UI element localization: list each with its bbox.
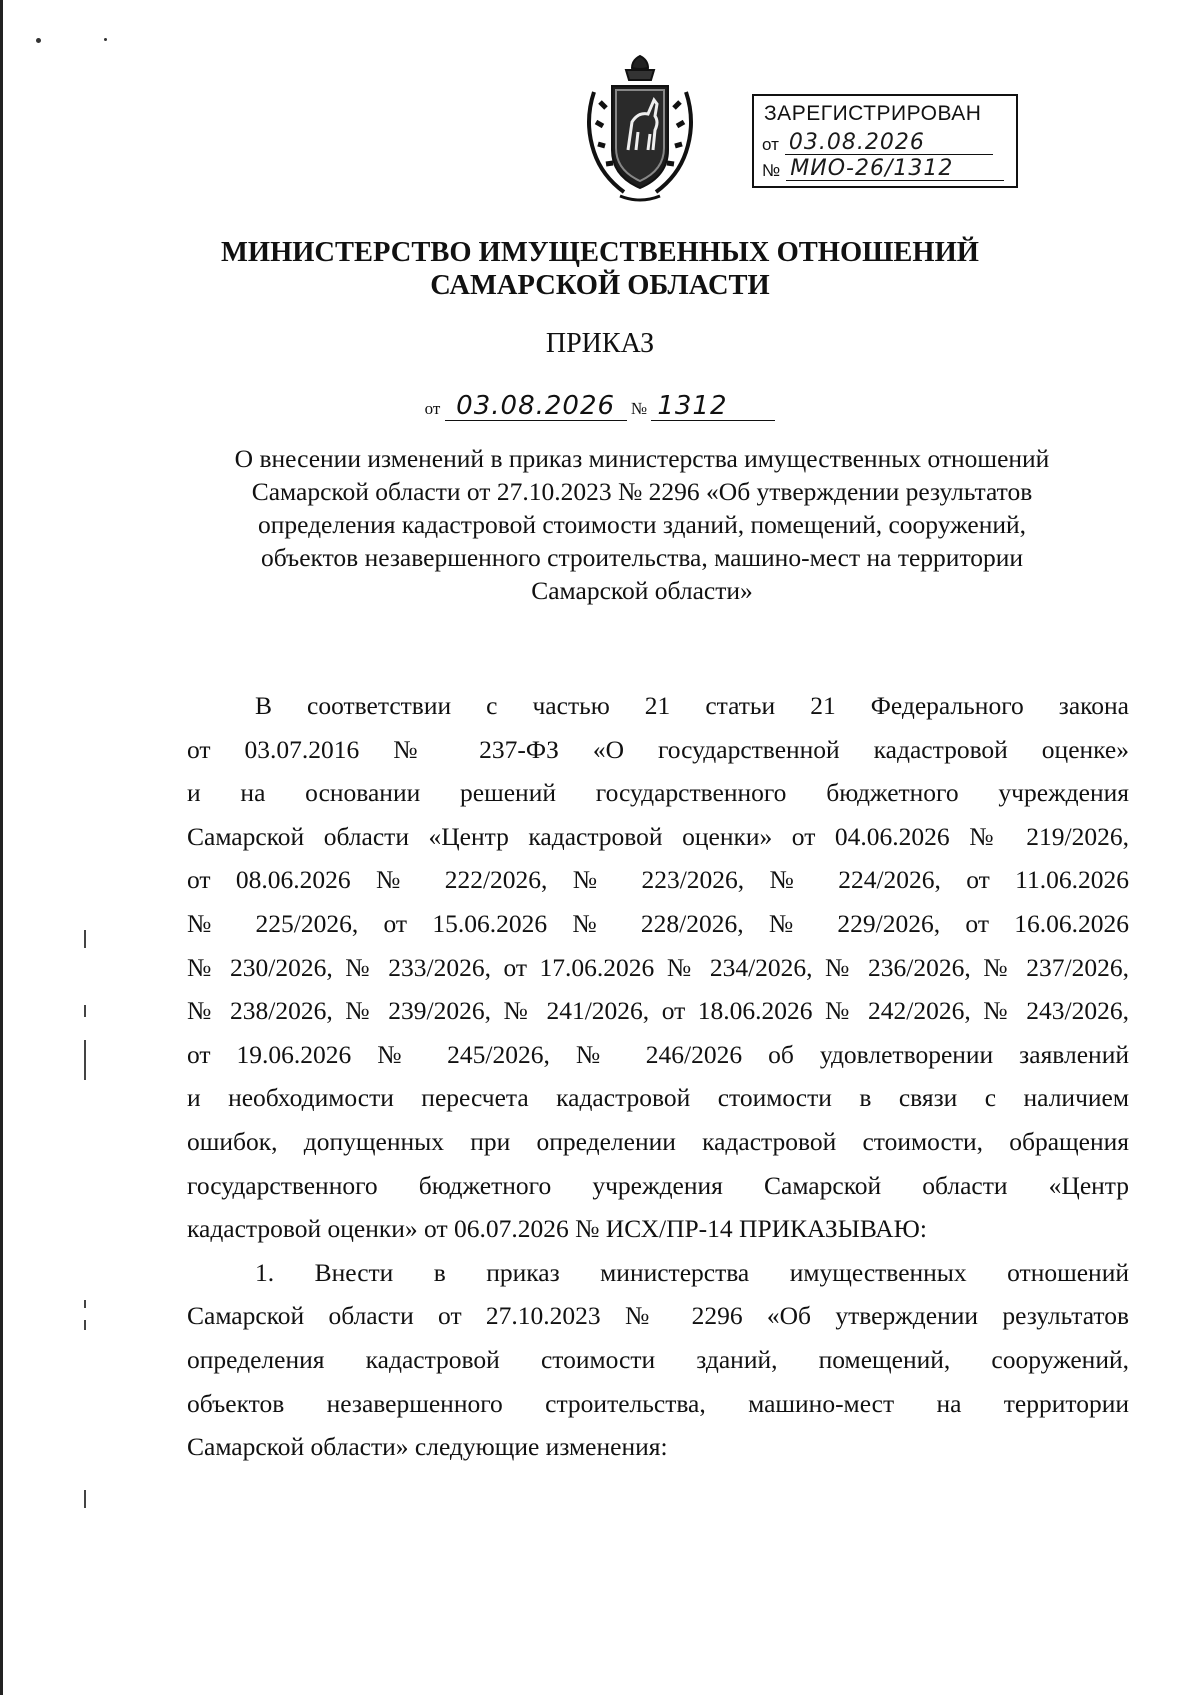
stamp-date-prefix: от: [762, 135, 779, 154]
body-line: 1. Внести в приказ министерства имущественных отношений: [255, 1257, 1129, 1287]
subject-line: О внесении изменений в приказ министерства имущественных отношений: [234, 444, 1050, 473]
body-line: от 19.06.2026 № 245/2026, № 246/2026 об удовлетворении заявлений: [187, 1039, 1129, 1069]
samara-coat-of-arms-emblem: [580, 52, 700, 204]
body-line: и на основании решений государственного бюджетного учреждения: [187, 778, 1129, 808]
document-type-title: ПРИКАЗ: [545, 328, 655, 359]
subject-line: объектов незавершенного строительства, машино-мест на территории: [260, 543, 1024, 572]
body-line: № 238/2026, № 239/2026, № 241/2026, от 18.06.2026 № 242/2026, № 243/2026,: [187, 996, 1129, 1026]
body-line: и необходимости пересчета кадастровой стоимости в связи с наличием: [187, 1083, 1129, 1113]
margin-mark: [84, 1005, 86, 1017]
order-body-text: [187, 684, 1129, 1469]
margin-mark: [84, 1300, 86, 1308]
margin-mark: [84, 1320, 86, 1330]
body-line: кадастровой оценки» от 06.07.2026 № ИСХ/ПР-14 ПРИКАЗЫВАЮ:: [187, 1214, 927, 1244]
order-number-value: 1312: [651, 392, 775, 421]
ministry-name-line2: САМАРСКОЙ ОБЛАСТИ: [430, 270, 770, 301]
order-date-prefix: от: [424, 399, 441, 418]
body-line: № 230/2026, № 233/2026, от 17.06.2026 № 234/2026, № 236/2026, № 237/2026,: [187, 952, 1129, 982]
body-line: определения кадастровой стоимости зданий, помещений, сооружений,: [187, 1344, 1129, 1374]
body-line: Самарской области «Центр кадастровой оценки» от 04.06.2026 № 219/2026,: [187, 821, 1129, 851]
ministry-name-line1: МИНИСТЕРСТВО ИМУЩЕСТВЕННЫХ ОТНОШЕНИЙ: [221, 237, 979, 268]
body-line: от 08.06.2026 № 222/2026, № 223/2026, № 224/2026, от 11.06.2026: [187, 865, 1129, 895]
body-line: Самарской области» следующие изменения:: [187, 1432, 668, 1462]
subject-line: Самарской области от 27.10.2023 № 2296 «Об утверждении результатов: [251, 477, 1033, 506]
registration-stamp: [752, 94, 1018, 188]
stamp-number-value: МИО-26/1312: [786, 158, 1004, 181]
body-line: ошибок, допущенных при определении кадастровой стоимости, обращения: [187, 1126, 1129, 1156]
order-date-number-line: [0, 392, 1200, 421]
margin-mark: [84, 930, 86, 948]
stamp-date-value: 03.08.2026: [785, 132, 993, 155]
order-number-prefix: №: [630, 399, 648, 418]
body-line: объектов незавершенного строительства, машино-мест на территории: [187, 1388, 1129, 1418]
stamp-number-prefix: №: [762, 161, 781, 180]
stamp-date-row: [762, 132, 993, 155]
body-line: от 03.07.2016 № 237-ФЗ «О государственной кадастровой оценке»: [187, 734, 1129, 764]
order-date-value: 03.08.2026: [445, 392, 627, 421]
subject-line: определения кадастровой стоимости зданий, помещений, сооружений,: [257, 510, 1027, 539]
subject-line: Самарской области»: [531, 576, 753, 605]
stamp-title: ЗАРЕГИСТРИРОВАН: [764, 102, 982, 125]
body-line: № 225/2026, от 15.06.2026 № 228/2026, № 229/2026, от 16.06.2026: [187, 908, 1129, 938]
order-subject: [180, 442, 1104, 607]
scan-speck: [104, 38, 107, 41]
body-line: Самарской области от 27.10.2023 № 2296 «Об утверждении результатов: [187, 1301, 1129, 1331]
scan-speck: [36, 38, 41, 43]
body-line: В соответствии с частью 21 статьи 21 Федерального закона: [255, 691, 1129, 720]
margin-mark: [84, 1040, 86, 1080]
body-line: государственного бюджетного учреждения Самарской области «Центр: [187, 1170, 1129, 1200]
margin-mark: [84, 1490, 86, 1508]
stamp-number-row: [762, 158, 1004, 181]
